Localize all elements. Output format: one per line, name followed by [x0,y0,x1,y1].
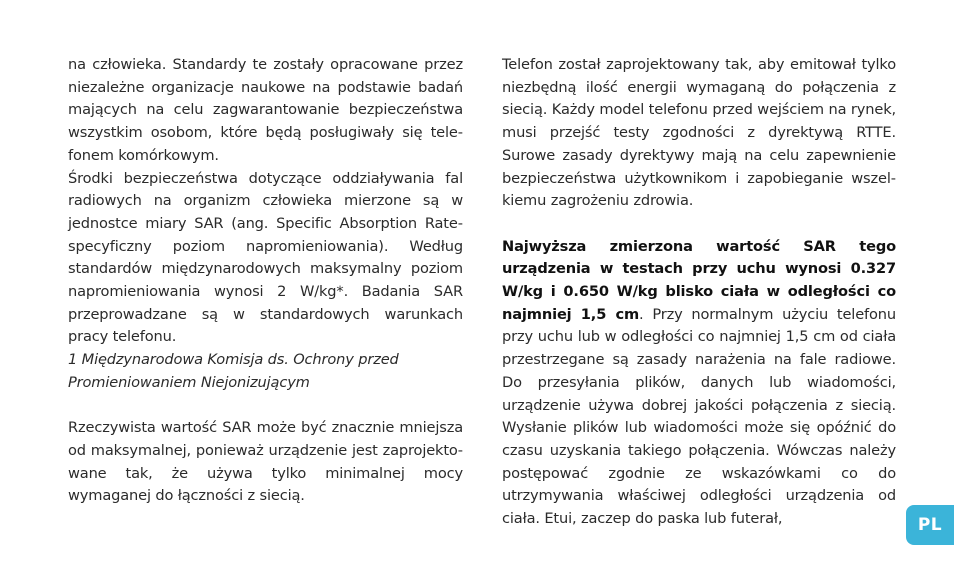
left-paragraph-standards: na człowieka. Standardy te zostały opracowane przez niezależne organizacje naukowe na podstawie badań mających na celu zagwarantowanie bezpieczeństwa wszystkim osobom, które będą posługiwały się telefonem komórkowym. [68,56,463,164]
right-paragraph-sar-values [502,236,896,531]
sar-values-highlight: Najwyższa zmierzona wartość SAR tego urządzenia w testach przy uchu wynosi 0.327 W/kg i 0.650 W/kg blisko ciała w odległości co najmniej 1,5 cm [502,237,896,323]
sar-values-continuation: . Przy normalnym użyciu telefonu przy uchu lub w odległości co najmniej 1,5 cm od ciała przestrzegane są zasady narażenia na fale radiowe. Do przesyłania plików, danych lub wiadomości, urządzenie używa dobrej jakości połączenia z siecią. Wysłanie plików lub wiadomości może się opóźnić do czasu uzyskania takiego połączenia. Wówczas należy postępować zgodnie ze wskazówkami co do utrzymywania właściwej odległości urządzenia od ciała. Etui, zaczep do paska lub futerał, [502,305,896,528]
right-column [502,54,896,531]
right-paragraph-energy: Telefon został zaprojektowany tak, aby emitował tylko niezbędną ilość energii wymaganą do połączenia z siecią. Każdy model telefonu przed wejściem na rynek, musi przejść testy zgodności z dyrektywą RTTE. Surowe zasady dyrektywy mają na celu zapewnienie bezpieczeństwa użytkownikom i zapobieganie wszelkiemu zagrożeniu zdrowia. [502,56,896,210]
paragraph-spacer [68,395,463,418]
left-paragraph-actual-sar: Rzeczywista wartość SAR może być znacznie mniejsza od maksymalnej, ponieważ urządzenie jest zaprojektowane tak, że używa tylko minimalnej mocy wymaganej do łączności z siecią. [68,419,463,505]
left-column [68,54,463,508]
language-badge-label: PL [917,515,943,535]
left-footnote: 1 Międzynarodowa Komisja ds. Ochrony przed Promieniowaniem Niejonizującym [68,351,399,391]
language-badge [906,505,954,545]
left-paragraph-sar-definition: Środki bezpieczeństwa dotyczące oddziaływania fal radiowych na organizm człowieka mierzone są w jednostce miary SAR (ang. Specific Absorption Ratespecyficzny poziom napromieniowania). Według standardów międzynarodowych maksymalny poziom napromieniowania wynosi 2 W/kg*. Badania SAR przeprowadzane są w standardowych warunkach pracy telefonu. [68,169,463,346]
paragraph-spacer [502,213,896,236]
